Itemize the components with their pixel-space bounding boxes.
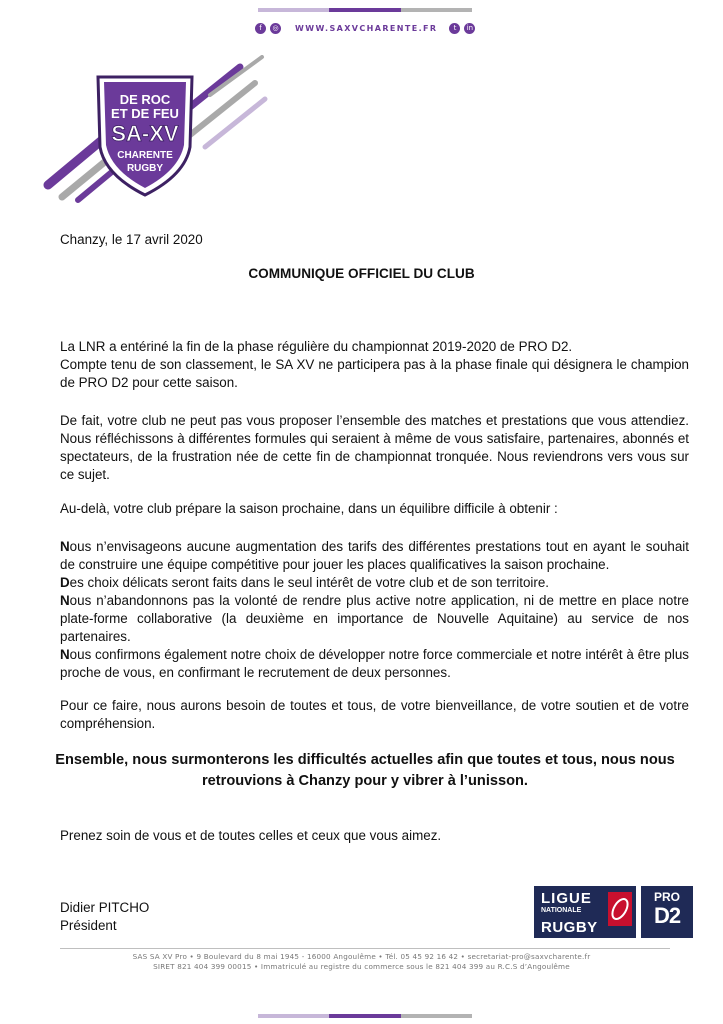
letter-title: COMMUNIQUE OFFICIEL DU CLUB — [248, 266, 475, 281]
prod2-text-pro: PRO — [653, 890, 680, 904]
lnr-text-nationale: NATIONALE — [541, 907, 582, 914]
lead-letter: N — [60, 647, 70, 662]
paragraph-text: Pour ce faire, nous aurons besoin de toutes et tous, de votre bienveillance, de votre soutien et de votre compréhension. — [60, 698, 689, 731]
website-link[interactable]: WWW.SAXVCHARENTE.FR — [295, 23, 438, 33]
signature-block — [60, 899, 149, 935]
prod2-text-d2: D2 — [653, 903, 681, 928]
signer-role: Président — [60, 918, 117, 933]
lead-letter: N — [60, 593, 70, 608]
paragraph-support — [60, 697, 689, 733]
lnr-logo — [534, 886, 636, 938]
list-item — [60, 592, 689, 646]
footer-address: SAS SA XV Pro • 9 Boulevard du 8 mai 1945 - 16000 Angoulême • Tél. 05 45 92 16 42 • secretariat-pro@saxvcharente.fr — [132, 952, 591, 961]
logo-text-3: SA-XV — [111, 121, 179, 146]
footer-registration: SIRET 821 404 399 00015 • Immatriculé au registre du commerce sous le 821 404 399 au R.C.S d’Angoulême — [153, 962, 570, 971]
header-contact-line — [255, 18, 475, 38]
lnr-text-rugby: RUGBY — [541, 919, 598, 936]
header-color-bar — [258, 8, 472, 12]
paragraph-text: Au-delà, votre club prépare la saison prochaine, dans un équilibre difficile à obtenir : — [60, 501, 558, 516]
list-item — [60, 646, 689, 682]
paragraph-matches — [60, 412, 689, 484]
paragraph-text: La LNR a entériné la fin de la phase régulière du championnat 2019-2020 de PRO D2. — [60, 339, 573, 354]
logo-text-5: RUGBY — [126, 163, 164, 174]
paragraph-text: Compte tenu de son classement, le SA XV ne participera pas à la phase finale qui désignera le champion de PRO D2 pour cette saison. — [60, 357, 689, 390]
list-item — [60, 538, 689, 574]
logo-text-1: DE ROC — [119, 92, 171, 107]
linkedin-icon[interactable]: in — [464, 23, 475, 34]
list-item-text: es choix délicats seront faits dans le seul intérêt de votre club et de son territoire. — [69, 575, 550, 590]
lead-letter: D — [60, 575, 70, 590]
facebook-icon[interactable]: f — [255, 23, 266, 34]
lnr-text-ligue: LIGUE — [541, 890, 592, 907]
list-item-text: ous n’envisageons aucune augmentation des tarifs des différentes prestations tout en ayant le souhait de construire une équipe compétitive pour jouer les places qualificatives la saison prochaine. — [60, 539, 689, 572]
instagram-icon[interactable]: ◎ — [270, 23, 281, 34]
list-item-text: ous n’abandonnons pas la volonté de rendre plus active notre application, ni de mettre en place notre plate-forme collaborative (la deuxième en importance de Nouvelle Aquitaine) au service de nos partenaires. — [60, 593, 689, 644]
commitments-list — [60, 538, 689, 682]
letter-date: Chanzy, le 17 avril 2020 — [60, 232, 203, 247]
logo-text-4: CHARENTE — [117, 150, 173, 161]
lead-letter: N — [60, 539, 70, 554]
footer-divider — [60, 948, 670, 949]
signer-name: Didier PITCHO — [60, 900, 150, 915]
logo-text-2: ET DE FEU — [111, 106, 179, 121]
closing-statement: Ensemble, nous surmonterons les difficultés actuelles afin que toutes et tous, nous nous retrouvions à Chanzy pour y vibrer à l’unisson. — [55, 752, 675, 789]
farewell-line: Prenez soin de vous et de toutes celles et ceux que vous aimez. — [60, 828, 442, 843]
list-item-text: ous confirmons également notre choix de développer notre force commerciale et notre intérêt à être plus proche de vous, en confirmant le recrutement de deux personnes. — [60, 647, 689, 680]
paragraph-lnr — [60, 338, 689, 392]
list-item — [60, 574, 689, 592]
club-logo — [40, 55, 270, 205]
paragraph-season — [60, 500, 689, 518]
footer-color-bar — [258, 1014, 472, 1018]
twitter-icon[interactable]: t — [449, 23, 460, 34]
rugby-ball-icon — [608, 892, 632, 926]
pro-d2-logo — [641, 886, 693, 938]
paragraph-text: De fait, votre club ne peut pas vous proposer l’ensemble des matches et prestations que vous attendiez. Nous réfléchissons à différentes formules qui seraient à même de vous satisfaire, partenaires, abonnés et spectateurs, de la frustration née de cette fin de championnat tronquée. Nous reviendrons vers vous sur ce sujet. — [60, 413, 689, 482]
